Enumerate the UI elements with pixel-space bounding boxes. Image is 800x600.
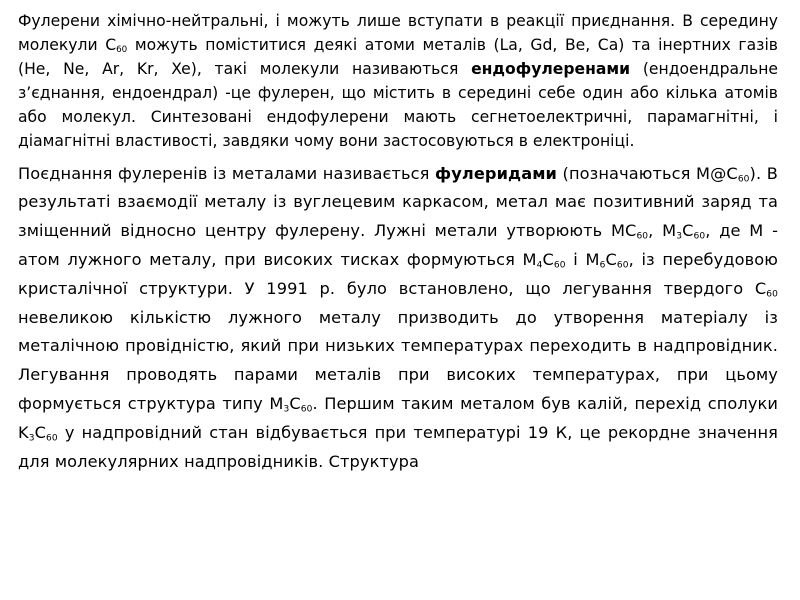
text-run: , із перебудовою кристалічної структури. У 1991 р. було встановлено, що легування твердого C [18, 249, 778, 298]
subscript: 6 [599, 260, 606, 271]
text-run: Фулерени хімічно-нейтральні, і можуть лише вступати в реакції приєднання. В середину молекули C [18, 12, 778, 55]
subscript: 3 [676, 231, 683, 242]
bold-term: ендофулеренами [471, 60, 631, 79]
text-run: (ендоендральне з’єднання, ендоендрал) -це фулерен, що містить в середині себе один або кілька атомів або молекул. Синтезовані ендофулерени мають сегнетоелектричні, парамагнітні, і діамагнітні властивості, завдяки чому вони застосовуються в електроніці. [18, 60, 778, 151]
text-run: невеликою кількістю лужного металу призводить до утворення матеріалу із металічною провідністю, який при низьких температурах переходить в надпровідник. Легування проводять парами металів при високих температурах, при цьому формується структура типу M [18, 307, 778, 413]
subscript: 4 [536, 260, 543, 271]
bold-term: фулеридами [435, 163, 557, 183]
subscript: 60 [300, 404, 313, 415]
text-run: і M [565, 249, 600, 269]
subscript: 3 [28, 433, 35, 443]
document-page [18, 0, 778, 600]
text-run: (позначаються M@C [557, 163, 738, 183]
text-run: C [605, 249, 617, 269]
text-run: ). В результаті взаємодії металу із вуглецевим каркасом, метал має позитивний заряд та зміщенний відносно центру фулерену. Лужні метали утворюють MC [18, 163, 778, 241]
paragraph-fullerides [18, 160, 778, 477]
text-run: у надпровідний стан відбувається при температурі 19 К, це рекордне значення для молекулярних надпровідників. Структура [18, 422, 778, 471]
subscript: 60 [636, 231, 649, 242]
subscript: 3 [283, 404, 290, 415]
subscript: 60 [693, 231, 706, 242]
text-run: C [34, 422, 46, 442]
text-run: C [682, 221, 694, 241]
subscript: 60 [46, 433, 58, 443]
text-run: . Першим таким металом був калій, перехід сполуки K [18, 393, 778, 442]
subscript: 60 [553, 260, 566, 271]
text-run: , де М - атом лужного металу, при високих тисках формуються M [18, 221, 778, 269]
subscript: 60 [766, 289, 778, 300]
text-run: C [289, 393, 301, 413]
text-run: Поєднання фулеренів із металами називається [18, 163, 436, 183]
subscript: 60 [116, 45, 128, 56]
subscript: 60 [737, 173, 750, 184]
paragraph-endofullerenes [18, 0, 778, 154]
subscript: 60 [616, 260, 629, 271]
text-run: , M [648, 221, 677, 241]
text-run: можуть поміститися деякі атоми металів (La, Gd, Be, Ca) та інертних газів (He, Ne, Ar, Kr, Xe), такі молекули називаються [18, 36, 778, 79]
text-run: C [542, 249, 554, 269]
